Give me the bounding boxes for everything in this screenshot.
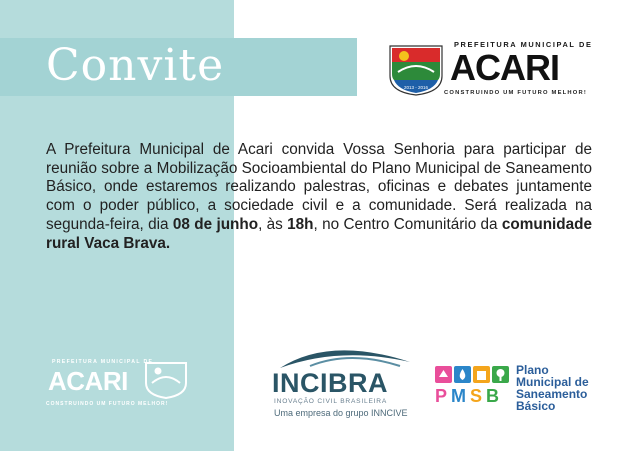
pmsb-text	[516, 364, 589, 412]
pmsb-line-4: Básico	[516, 399, 556, 413]
meeting-place: comunidade rural Vaca Brava.	[46, 215, 592, 252]
pmsb-letter-b: B	[486, 386, 504, 406]
acari-logo-top	[388, 40, 598, 100]
acari-logo-bottom	[44, 357, 194, 412]
incibra-tagline: INOVAÇÃO CIVIL BRASILEIRA	[274, 398, 388, 405]
pmsb-letter-s: S	[470, 386, 487, 406]
page-title: Convite	[46, 40, 225, 91]
incibra-name: INCIBRA	[272, 368, 388, 398]
acari-bottom-name: ACARI	[48, 366, 128, 396]
acari-years: 2013 - 2016	[403, 85, 429, 90]
acari-top-prefix: PREFEITURA MUNICIPAL DE	[454, 40, 593, 49]
pmsb-line-3: Saneamento	[516, 387, 588, 401]
pmsb-line-1: Plano	[516, 363, 549, 377]
acari-bottom-prefix: PREFEITURA MUNICIPAL DE	[52, 359, 154, 365]
meeting-date: 08 de junho	[172, 215, 259, 233]
incibra-arc-icon	[270, 340, 418, 370]
body-part-1: A Prefeitura Municipal de Acari convida Vossa Senhoria para participar de reunião sobre a Mobilização Socioambiental do Plano Municipal de Saneamento Básico, onde estaremos realizando palestras, oficinas e debates juntamente com o poder público, a sociedade civil e a comunidade. Será realizada na segunda-feira, dia	[46, 141, 592, 233]
incibra-subtitle: Uma empresa do grupo INNCIVE	[274, 408, 408, 418]
pmsb-line-2: Municipal de	[516, 375, 589, 389]
body-part-3: , no Centro Comunitário da	[313, 215, 502, 233]
pmsb-letter-m: M	[451, 386, 471, 406]
invitation-body	[46, 141, 592, 253]
pmsb-letter-p: P	[435, 386, 452, 406]
acari-top-slogan: CONSTRUINDO UM FUTURO MELHOR!	[444, 90, 587, 96]
acari-shield-icon	[388, 42, 444, 96]
pmsb-logo	[435, 362, 615, 412]
body-part-2: , às	[258, 215, 288, 233]
incibra-logo	[270, 340, 418, 420]
acari-top-name: ACARI	[450, 47, 559, 88]
acari-bottom-slogan: CONSTRUINDO UM FUTURO MELHOR!	[46, 401, 169, 407]
acari-emblem-icon	[144, 361, 188, 399]
meeting-time: 18h	[287, 215, 314, 233]
pmsb-icons	[435, 364, 511, 386]
pmsb-letters	[435, 386, 511, 406]
